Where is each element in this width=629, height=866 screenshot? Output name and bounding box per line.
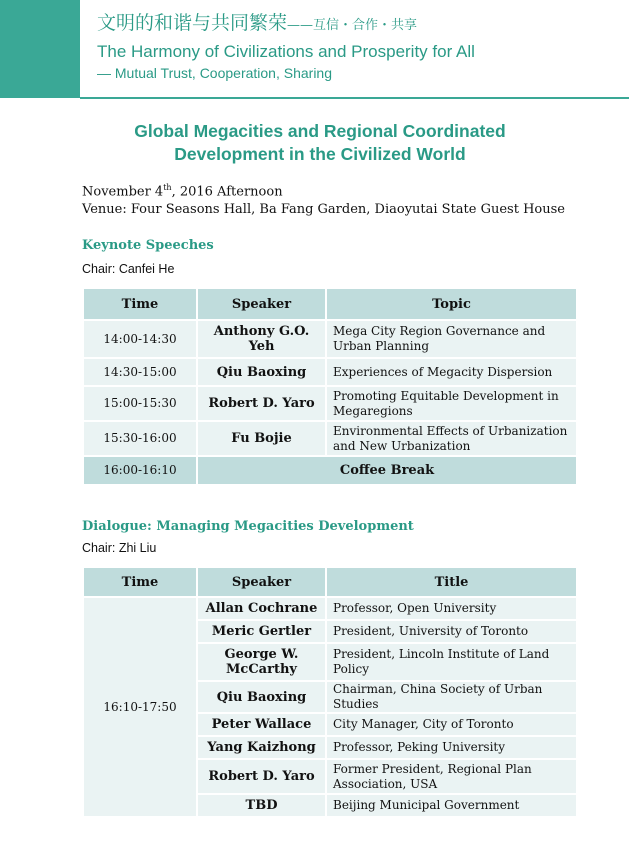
dialogue-heading: Dialogue: Managing Megacities Development	[82, 519, 414, 534]
event-venue: Venue: Four Seasons Hall, Ba Fang Garden, Diaoyutai State Guest House	[82, 202, 565, 217]
title-cell: City Manager, City of Toronto	[327, 714, 576, 735]
header-title-en: The Harmony of Civilizations and Prosperity for All	[97, 42, 475, 61]
speaker-cell: Robert D. Yaro	[198, 387, 325, 420]
table-row	[84, 387, 576, 420]
speaker-cell: Peter Wallace	[198, 714, 325, 735]
column-header-time: Time	[84, 289, 196, 319]
dialogue-chair: Chair: Zhi Liu	[82, 541, 157, 555]
speaker-cell: Allan Cochrane	[198, 598, 325, 619]
title-cell: Chairman, China Society of Urban Studies	[327, 682, 576, 712]
header-title-cn: 文明的和谐与共同繁荣——互信・合作・共享	[97, 12, 418, 34]
title-cell: Beijing Municipal Government	[327, 795, 576, 816]
table-row	[84, 422, 576, 455]
topic-cell: Experiences of Megacity Dispersion	[327, 359, 576, 385]
topic-cell: Promoting Equitable Development in Megaregions	[327, 387, 576, 420]
speaker-cell: TBD	[198, 795, 325, 816]
header-accent-bar	[0, 0, 80, 98]
table-row	[84, 598, 576, 619]
keynote-header-row	[84, 289, 576, 319]
title-cell: President, Lincoln Institute of Land Policy	[327, 644, 576, 680]
coffee-break-label: Coffee Break	[198, 457, 576, 484]
speaker-cell: Robert D. Yaro	[198, 760, 325, 793]
table-row	[84, 321, 576, 357]
column-header-time: Time	[84, 568, 196, 596]
speaker-cell: Meric Gertler	[198, 621, 325, 642]
title-cell: Professor, Peking University	[327, 737, 576, 758]
time-cell: 15:00-15:30	[84, 387, 196, 420]
speaker-cell: Anthony G.O. Yeh	[198, 321, 325, 357]
time-cell: 15:30-16:00	[84, 422, 196, 455]
speaker-cell: Qiu Baoxing	[198, 359, 325, 385]
speaker-cell: Fu Bojie	[198, 422, 325, 455]
time-cell: 16:00-16:10	[84, 457, 196, 484]
header-subtitle-en: — Mutual Trust, Cooperation, Sharing	[97, 65, 333, 81]
column-header-speaker: Speaker	[198, 568, 325, 596]
title-cell: Former President, Regional Plan Association, USA	[327, 760, 576, 793]
forum-title-line2: Development in the Civilized World	[174, 144, 466, 164]
time-cell: 14:00-14:30	[84, 321, 196, 357]
speaker-cell: George W. McCarthy	[198, 644, 325, 680]
keynote-chair: Chair: Canfei He	[82, 262, 175, 276]
header-subtitle-cn: ——互信・合作・共享	[287, 18, 418, 33]
dialogue-table	[82, 566, 578, 818]
topic-cell: Mega City Region Governance and Urban Planning	[327, 321, 576, 357]
page-header	[0, 0, 629, 98]
time-cell: 14:30-15:00	[84, 359, 196, 385]
title-cell: President, University of Toronto	[327, 621, 576, 642]
table-row	[84, 359, 576, 385]
dialogue-time-cell: 16:10-17:50	[84, 598, 196, 816]
topic-cell: Environmental Effects of Urbanization and New Urbanization	[327, 422, 576, 455]
speaker-cell: Yang Kaizhong	[198, 737, 325, 758]
forum-title-line1: Global Megacities and Regional Coordinated	[134, 121, 506, 141]
title-cell: Professor, Open University	[327, 598, 576, 619]
column-header-title: Title	[327, 568, 576, 596]
coffee-break-row	[84, 457, 576, 484]
keynote-heading: Keynote Speeches	[82, 238, 214, 253]
column-header-topic: Topic	[327, 289, 576, 319]
speaker-cell: Qiu Baoxing	[198, 682, 325, 712]
column-header-speaker: Speaker	[198, 289, 325, 319]
keynote-table	[82, 287, 578, 486]
event-date: November 4th, 2016 Afternoon	[82, 183, 283, 200]
header-divider	[80, 97, 629, 99]
dialogue-header-row	[84, 568, 576, 596]
